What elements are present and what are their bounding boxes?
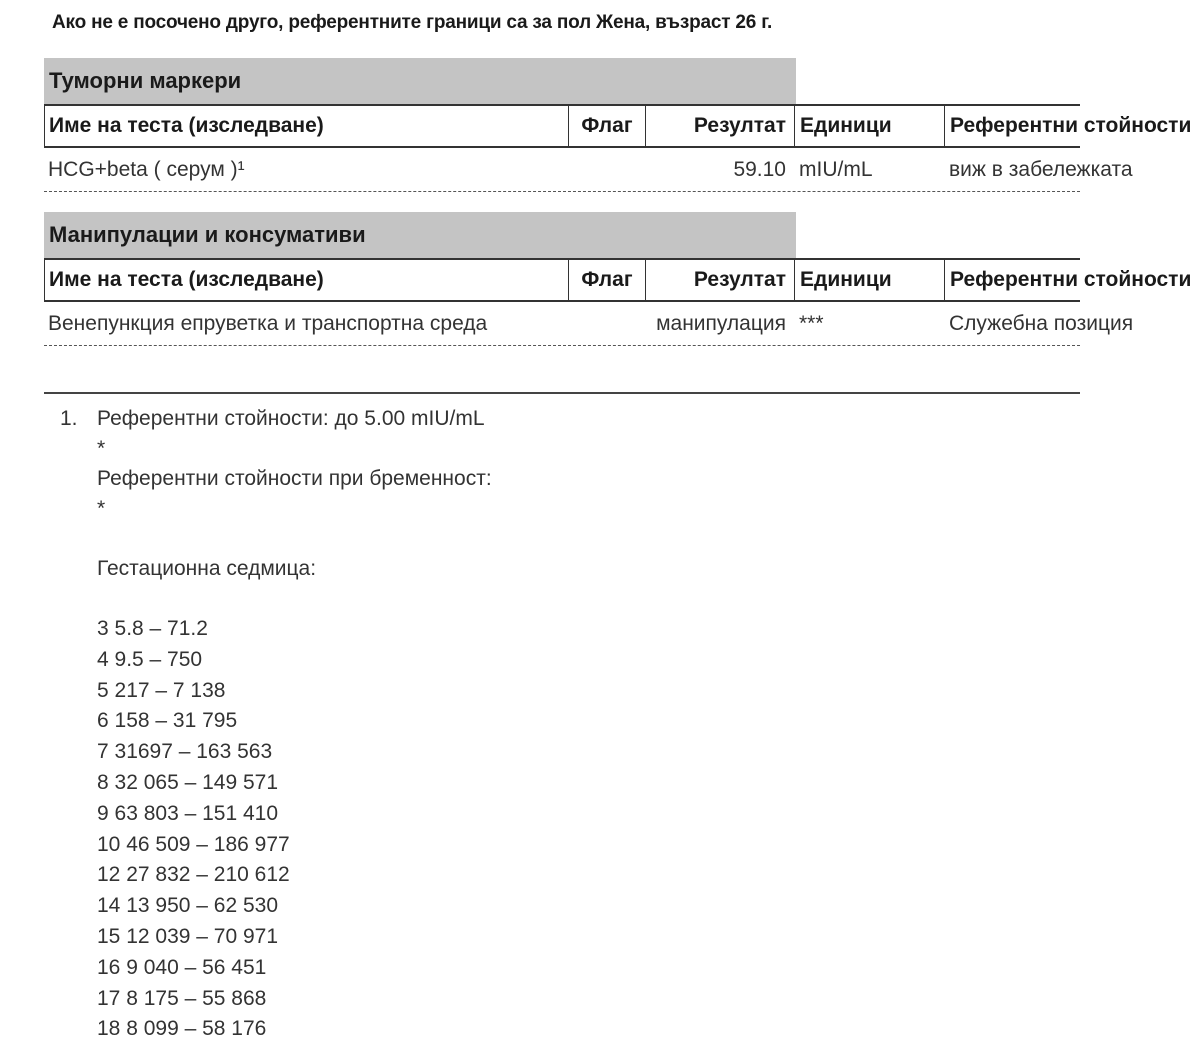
- col-header-flag: Флаг: [568, 106, 645, 146]
- list-item: 15 12 039 – 70 971: [97, 924, 279, 948]
- test-units: ***: [799, 312, 824, 335]
- list-item: 7 31697 – 163 563: [97, 740, 273, 764]
- list-item: 4 9.5 – 750: [97, 647, 203, 671]
- col-header-result: Резултат: [645, 260, 794, 300]
- notes-divider: [44, 392, 1080, 394]
- test-result: манипулация: [656, 312, 786, 335]
- col-header-result: Резултат: [645, 106, 794, 146]
- table-header: [44, 104, 1191, 148]
- list-item: 3 5.8 – 71.2: [97, 617, 208, 640]
- section-title: Туморни маркери: [44, 58, 796, 104]
- test-ref: виж в забележката: [949, 158, 1133, 181]
- table-row: [44, 148, 1133, 192]
- col-header-ref: Референтни стойности: [944, 260, 1080, 300]
- test-result: 59.10: [733, 158, 786, 181]
- col-header-ref: Референтни стойности: [944, 106, 1080, 146]
- list-item: 10 46 509 – 186 977: [97, 832, 290, 856]
- list-item: 17 8 175 – 55 868: [97, 986, 267, 1010]
- test-name: Венепункция епруветка и транспортна среда: [48, 312, 488, 335]
- col-header-flag: Флаг: [568, 260, 645, 300]
- col-header-name: Име на теста (изследване): [44, 106, 568, 146]
- list-item: 8 32 065 – 149 571: [97, 770, 279, 794]
- footnote-body: [97, 404, 997, 1045]
- section-manipulations: [44, 212, 1191, 346]
- table-header: [44, 258, 1191, 302]
- list-item: 9 63 803 – 151 410: [97, 801, 279, 825]
- col-header-units: Единици: [794, 106, 944, 146]
- col-header-name: Име на теста (изследване): [44, 260, 568, 300]
- test-units: mIU/mL: [799, 158, 873, 181]
- test-flag: [568, 302, 645, 346]
- list-item: 16 9 040 – 56 451: [97, 955, 267, 979]
- footnote-number: 1.: [60, 407, 78, 430]
- gestational-week-list: [97, 614, 997, 1045]
- table-row: [44, 302, 1134, 346]
- list-item: 18 8 099 – 58 176: [97, 1017, 267, 1041]
- list-item: 12 27 832 – 210 612: [97, 863, 290, 887]
- col-header-units: Единици: [794, 260, 944, 300]
- section-title: Манипулации и консумативи: [44, 212, 796, 258]
- section-tumor-markers: [44, 58, 1191, 192]
- pregnancy-reference-heading: Референтни стойности при бременност:: [97, 467, 492, 490]
- gestational-week-label: Гестационна седмица:: [97, 557, 317, 580]
- test-flag: [568, 148, 645, 192]
- reference-value-line: Референтни стойности: до 5.00 mIU/mL: [97, 407, 485, 430]
- list-item: 5 217 – 7 138: [97, 678, 226, 702]
- list-item: 14 13 950 – 62 530: [97, 894, 279, 918]
- asterisk: *: [97, 437, 106, 460]
- test-ref: Служебна позиция: [949, 312, 1134, 335]
- list-item: 6 158 – 31 795: [97, 709, 238, 733]
- reference-intro: Ако не е посочено друго, референтните граници са за пол Жена, възраст 26 г.: [52, 12, 773, 33]
- asterisk: *: [97, 497, 106, 520]
- test-name: HCG+beta ( серум )¹: [48, 158, 245, 181]
